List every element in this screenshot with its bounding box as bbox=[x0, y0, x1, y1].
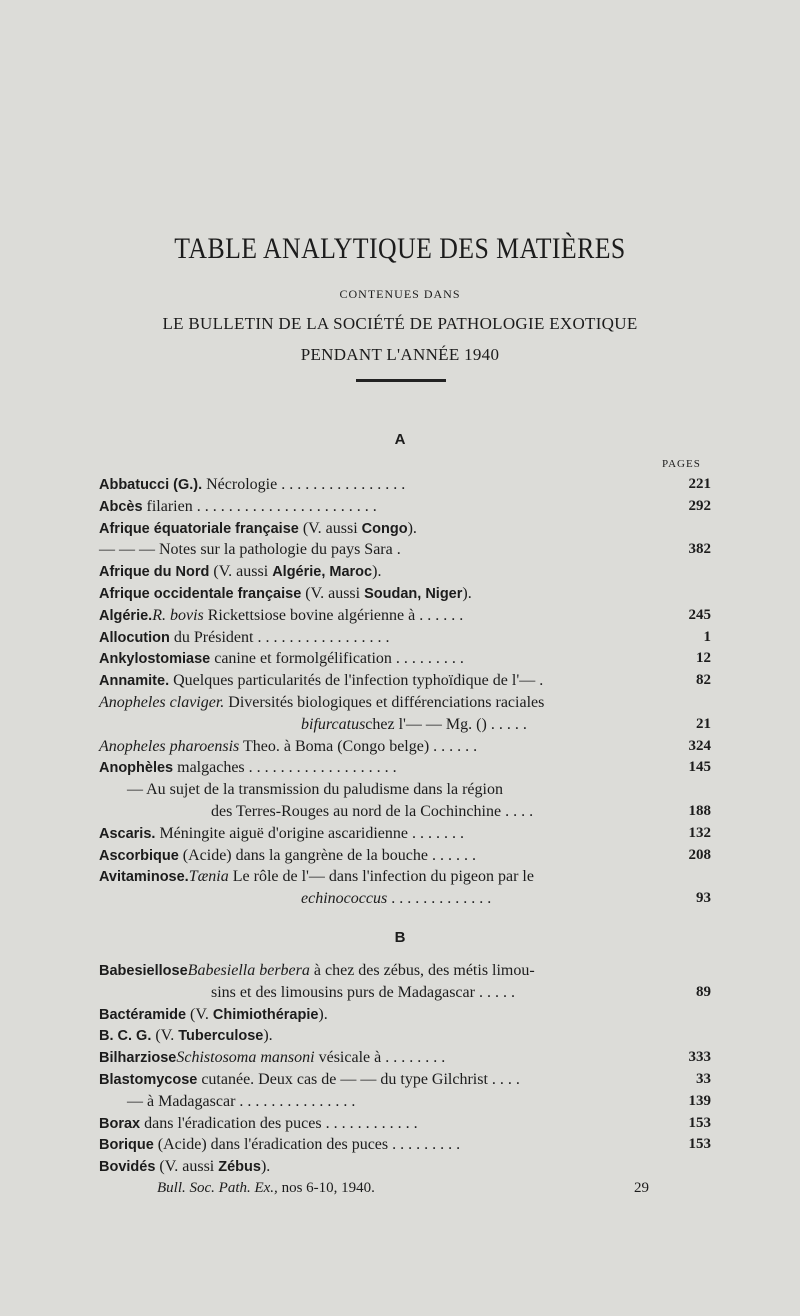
entry-page-number: 382 bbox=[688, 541, 711, 558]
entry-kw2: Tuberculose bbox=[178, 1028, 264, 1045]
entry-text bbox=[301, 890, 491, 908]
index-entry bbox=[99, 1158, 711, 1180]
entry-text: Nécrologie bbox=[202, 476, 278, 493]
entry-text: (Acide) dans la gangrène de la bouche bbox=[178, 846, 428, 864]
entry-page-number: 21 bbox=[696, 715, 711, 732]
index-entry bbox=[99, 1071, 711, 1093]
entry-text: des Terres-Rouges au nord de la Cochinchine bbox=[211, 803, 502, 820]
entry-it: Tænia bbox=[188, 868, 229, 886]
entry-it: bifurcatus bbox=[301, 715, 366, 733]
entry-kw: Avitaminose. bbox=[99, 869, 189, 886]
entry-text: — Au sujet de la transmission du paludisme dans la région bbox=[127, 781, 503, 799]
leader-dots: . . . . . . bbox=[419, 606, 464, 624]
entry-text bbox=[99, 1136, 460, 1154]
entry-text2: ) bbox=[481, 715, 487, 733]
entry-page-number: 82 bbox=[696, 672, 711, 689]
entry-kw: Borax bbox=[99, 1115, 141, 1132]
entry-kw2: Zébus bbox=[218, 1159, 261, 1176]
entry-text bbox=[99, 520, 417, 538]
index-entry bbox=[99, 607, 711, 629]
index-entry bbox=[99, 759, 711, 781]
leader-dots: . . . . . bbox=[474, 983, 515, 1001]
entry-kw: Abcès bbox=[99, 498, 143, 515]
index-entry bbox=[99, 672, 711, 694]
footer-page-number: 29 bbox=[634, 1180, 649, 1196]
entry-text: canine et formolgélification bbox=[210, 650, 392, 668]
entry-text bbox=[211, 984, 515, 1002]
entry-text: (V. aussi bbox=[209, 563, 273, 581]
index-entry bbox=[99, 694, 711, 716]
entry-text: malgaches bbox=[173, 759, 245, 777]
entry-text: à bbox=[309, 962, 325, 979]
entry-text bbox=[99, 1158, 270, 1176]
entry-page-number: 245 bbox=[688, 606, 711, 623]
entry-text: Rickettsiose bovine algérienne à bbox=[203, 606, 420, 624]
entry-text2: ). bbox=[407, 519, 417, 537]
index-entry bbox=[99, 962, 711, 984]
subtitle-year: PENDANT L'ANNÉE 1940 bbox=[300, 345, 500, 364]
entry-kw: Afrique équatoriale française bbox=[99, 520, 299, 537]
leader-dots: . . . . . . bbox=[427, 846, 476, 864]
entry-text: Méningite aiguë d'origine ascaridienne bbox=[155, 824, 409, 842]
index-entry bbox=[99, 498, 711, 520]
section-letter-b: B bbox=[394, 929, 406, 946]
leader-dots: . . . . . . . . bbox=[385, 1049, 446, 1067]
entry-text bbox=[99, 694, 544, 712]
index-entry bbox=[99, 629, 711, 651]
leader-dots: . . . . . . . . . . . . . bbox=[387, 890, 492, 908]
leader-dots: . . . . . . . . . bbox=[388, 1136, 461, 1154]
entry-text bbox=[99, 1006, 328, 1024]
entry-page-number: 208 bbox=[688, 846, 711, 863]
entry-text2: ). bbox=[318, 1005, 328, 1023]
entry-page-number: 324 bbox=[688, 737, 711, 754]
entry-kw: Ascaris. bbox=[99, 825, 156, 842]
entry-it: echinococcus bbox=[301, 890, 388, 908]
leader-dots: . . . . . . . . . . . . . . . . bbox=[277, 476, 406, 493]
index-entry bbox=[99, 890, 711, 912]
entry-text: Quelques particularités de l'infection typhoïdique de l'— . bbox=[169, 672, 544, 690]
leader-dots: . . . . . . . . . . . . . . . . . bbox=[253, 628, 390, 646]
entry-page-number: 89 bbox=[696, 983, 711, 1000]
entry-text bbox=[99, 759, 397, 777]
entry-it: Anopheles claviger. bbox=[99, 694, 225, 711]
entry-text bbox=[99, 868, 534, 886]
entry-kw: Abbatucci (G.). bbox=[99, 477, 203, 493]
entry-text bbox=[99, 962, 535, 980]
index-entry bbox=[99, 585, 711, 607]
entry-kw: Bovidés bbox=[99, 1159, 156, 1176]
subtitle-bulletin: LE BULLETIN DE LA SOCIÉTÉ DE PATHOLOGIE EXOTIQUE bbox=[162, 314, 638, 333]
entry-text bbox=[211, 803, 533, 821]
entry-kw2: Algérie, Maroc bbox=[272, 564, 373, 581]
index-entry bbox=[99, 716, 711, 738]
index-entry bbox=[99, 825, 711, 847]
entry-text: — à Madagascar bbox=[127, 1092, 236, 1110]
entry-kw: Algérie. bbox=[99, 607, 153, 624]
entry-text bbox=[99, 498, 377, 516]
leader-dots: . . . . . . . bbox=[408, 824, 465, 842]
entry-kw: Anophèles bbox=[99, 760, 174, 777]
index-entry bbox=[99, 868, 711, 890]
entry-kw: Afrique occidentale française bbox=[99, 586, 302, 602]
index-entry bbox=[99, 476, 711, 498]
entry-text bbox=[301, 716, 527, 734]
subtitle-contenues: CONTENUES DANS bbox=[339, 287, 461, 301]
index-entry bbox=[99, 650, 711, 672]
page-title: TABLE ANALYTIQUE DES MATIÈRES bbox=[174, 232, 626, 265]
entry-text bbox=[99, 476, 405, 494]
entry-text bbox=[99, 629, 389, 647]
index-entry bbox=[99, 1027, 711, 1049]
entry-text bbox=[99, 847, 476, 865]
entry-page-number: 188 bbox=[688, 803, 711, 819]
index-entry bbox=[99, 803, 711, 825]
leader-dots: . . . . bbox=[487, 1071, 520, 1088]
index-entry bbox=[99, 1115, 711, 1137]
entry-kw2: Congo bbox=[361, 520, 408, 537]
entry-kw2: Soudan, Niger bbox=[364, 586, 463, 602]
entry-text: vésicale à bbox=[314, 1049, 386, 1067]
entry-text: sins et des limousins purs de Madagascar bbox=[211, 983, 475, 1001]
index-entry bbox=[99, 984, 711, 1006]
entry-kw: Afrique du Nord bbox=[99, 564, 210, 581]
leader-dots: . . . . . . . . . . . . . . . . . . . . . . . bbox=[192, 497, 377, 515]
entry-text bbox=[99, 607, 463, 625]
entry-it: Babesiella berbera bbox=[187, 962, 310, 979]
entry-text: Le rôle de l'— dans l'infection du pigeon par le bbox=[228, 868, 534, 886]
entry-text: — — — Notes sur la pathologie du pays Sara . bbox=[99, 541, 401, 559]
entry-text: filarien bbox=[142, 497, 193, 515]
entry-page-number: 1 bbox=[703, 628, 711, 645]
footer-citation: Bull. Soc. Path. Ex., bbox=[157, 1180, 278, 1196]
entry-page-number: 33 bbox=[696, 1071, 711, 1087]
entry-text: du Président bbox=[169, 628, 254, 646]
entry-it: R. bovis bbox=[152, 606, 204, 624]
entry-page-number: 145 bbox=[688, 759, 711, 776]
title-rule bbox=[356, 379, 446, 382]
entry-text bbox=[99, 1049, 445, 1067]
entry-kw: Allocution bbox=[99, 629, 170, 646]
entry-text: chez l'— — Mg. ( bbox=[365, 715, 482, 733]
entry-kw: Annamite. bbox=[99, 673, 170, 690]
entry-text: dans l'éradication des puces bbox=[140, 1114, 322, 1132]
entry-it: Schistosoma mansoni bbox=[176, 1049, 315, 1067]
entry-kw: Bactéramide bbox=[99, 1006, 187, 1023]
entry-page-number: 333 bbox=[688, 1049, 711, 1066]
entry-text2: ). bbox=[462, 585, 472, 602]
entry-text bbox=[99, 541, 401, 559]
entry-kw: Ankylostomiase bbox=[99, 651, 211, 668]
entry-text bbox=[99, 1115, 418, 1133]
entry-kw: Babesiellose bbox=[99, 963, 188, 979]
index-entry bbox=[99, 1049, 711, 1071]
entry-text2: chez des zébus, des métis limou- bbox=[324, 962, 535, 979]
entry-text bbox=[99, 738, 477, 756]
entry-text: Diversités biologiques et différenciations raciales bbox=[224, 694, 545, 711]
index-entry bbox=[99, 738, 711, 760]
index-entry bbox=[99, 563, 711, 585]
entry-text: Theo. à Boma (Congo belge) bbox=[239, 737, 430, 755]
entry-text2: ). bbox=[263, 1027, 273, 1045]
entry-text: (V. aussi bbox=[301, 585, 365, 602]
entry-text bbox=[99, 1071, 520, 1089]
index-entry bbox=[99, 781, 711, 803]
entry-kw: Bilharziose bbox=[99, 1050, 177, 1067]
entry-page-number: 93 bbox=[696, 890, 711, 907]
entry-page-number: 153 bbox=[688, 1114, 711, 1131]
entry-page-number: 292 bbox=[688, 497, 711, 514]
entry-text bbox=[99, 672, 543, 690]
entry-text bbox=[99, 585, 472, 603]
leader-dots: . . . . . . . . . . . . . . . . . . . bbox=[244, 759, 397, 777]
entry-text: (V. aussi bbox=[155, 1158, 219, 1176]
index-entry bbox=[99, 1093, 711, 1115]
pages-column-heading: PAGES bbox=[662, 458, 701, 470]
entry-text bbox=[127, 1093, 355, 1111]
leader-dots: . . . . . . . . . . . . . . . bbox=[235, 1092, 356, 1110]
footer-issue: nos 6-10, 1940. bbox=[277, 1180, 375, 1196]
leader-dots: . . . . . . . . . bbox=[391, 650, 464, 668]
leader-dots: . . . . . . . . . . . . bbox=[321, 1114, 418, 1132]
entry-text: (Acide) dans l'éradication des puces bbox=[153, 1136, 389, 1154]
entry-text bbox=[99, 825, 464, 843]
entry-kw2: Chimiothérapie bbox=[212, 1006, 319, 1023]
entry-page-number: 132 bbox=[688, 824, 711, 841]
entry-kw: B. C. G. bbox=[99, 1028, 152, 1045]
leader-dots: . . . . . bbox=[486, 715, 527, 733]
entry-kw: Blastomycose bbox=[99, 1072, 198, 1088]
entry-text: (V. bbox=[151, 1027, 179, 1045]
entry-text bbox=[99, 1027, 273, 1045]
entry-kw: Ascorbique bbox=[99, 847, 179, 864]
leader-dots: . . . . bbox=[501, 803, 534, 820]
entry-kw: Borique bbox=[99, 1137, 154, 1154]
entry-text2: ). bbox=[260, 1158, 271, 1176]
index-entry bbox=[99, 1136, 711, 1158]
entry-text bbox=[99, 650, 464, 668]
entry-page-number: 153 bbox=[688, 1136, 711, 1153]
index-entry bbox=[99, 541, 711, 563]
entry-text: (V. aussi bbox=[298, 519, 362, 537]
leader-dots: . . . . . . bbox=[429, 737, 478, 755]
entry-text bbox=[99, 563, 381, 581]
page-footer bbox=[157, 1180, 657, 1197]
entry-page-number: 221 bbox=[688, 476, 711, 492]
entry-text: (V. bbox=[186, 1005, 213, 1023]
section-letter-a: A bbox=[394, 431, 406, 448]
entry-page-number: 12 bbox=[696, 650, 711, 667]
entry-it: Anopheles pharoensis bbox=[99, 737, 240, 755]
index-entry bbox=[99, 1006, 711, 1028]
entry-page-number: 139 bbox=[688, 1092, 711, 1109]
entry-text2: ). bbox=[372, 563, 382, 581]
index-entry bbox=[99, 520, 711, 542]
entry-text bbox=[127, 781, 503, 799]
index-entry bbox=[99, 847, 711, 869]
entry-text: cutanée. Deux cas de — — du type Gilchrist bbox=[197, 1071, 488, 1088]
